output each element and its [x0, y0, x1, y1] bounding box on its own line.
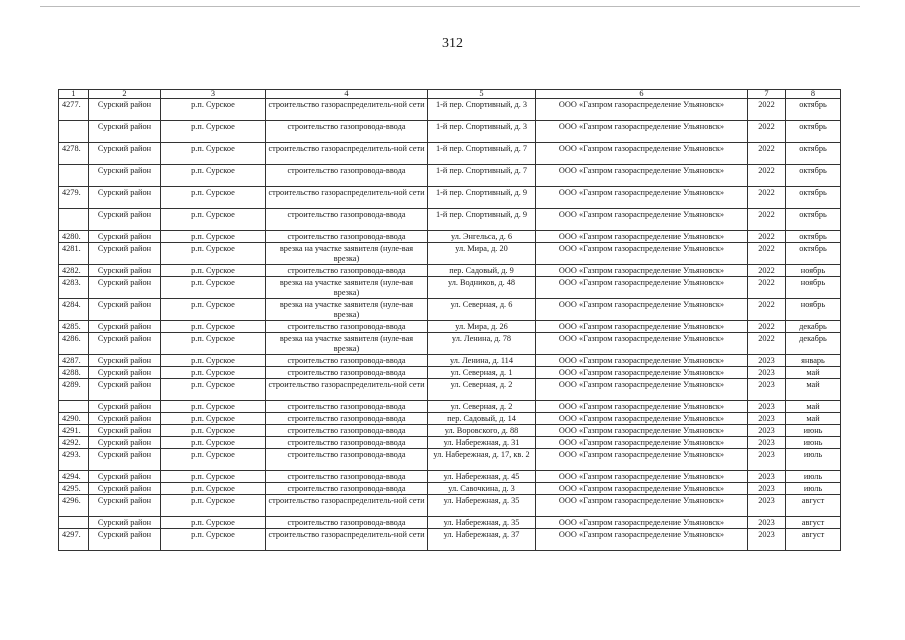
district-cell: Сурский район — [89, 243, 161, 265]
address-cell: ул. Северная, д. 2 — [428, 401, 536, 413]
row-number-cell: 4285. — [59, 321, 89, 333]
month-cell: май — [786, 401, 841, 413]
district-cell: Сурский район — [89, 471, 161, 483]
work-type-cell: строительство газопровода-ввода — [266, 517, 428, 529]
organization-cell: ООО «Газпром газораспределение Ульяновск» — [536, 495, 748, 517]
header-cell: 3 — [161, 90, 266, 99]
settlement-cell: р.п. Сурское — [161, 367, 266, 379]
row-number-cell: 4293. — [59, 449, 89, 471]
district-cell: Сурский район — [89, 529, 161, 551]
district-cell: Сурский район — [89, 379, 161, 401]
row-number-cell: 4297. — [59, 529, 89, 551]
table-row — [59, 355, 841, 367]
work-type-cell: строительство газопровода-ввода — [266, 413, 428, 425]
month-cell: октябрь — [786, 243, 841, 265]
organization-cell: ООО «Газпром газораспределение Ульяновск» — [536, 165, 748, 187]
scan-edge-top — [40, 6, 860, 7]
table-row — [59, 471, 841, 483]
row-number-cell: 4280. — [59, 231, 89, 243]
address-cell: ул. Савочкина, д. 3 — [428, 483, 536, 495]
year-cell: 2022 — [748, 143, 786, 165]
header-cell: 6 — [536, 90, 748, 99]
work-type-cell: врезка на участке заявителя (нуле-вая врезка) — [266, 243, 428, 265]
work-type-cell: строительство газопровода-ввода — [266, 231, 428, 243]
row-number-cell: 4290. — [59, 413, 89, 425]
year-cell: 2023 — [748, 355, 786, 367]
month-cell: июнь — [786, 425, 841, 437]
year-cell: 2022 — [748, 333, 786, 355]
year-cell: 2023 — [748, 425, 786, 437]
work-type-cell: строительство газораспределитель-ной сети — [266, 187, 428, 209]
month-cell: август — [786, 495, 841, 517]
row-number-cell: 4288. — [59, 367, 89, 379]
year-cell: 2022 — [748, 321, 786, 333]
month-cell: август — [786, 529, 841, 551]
organization-cell: ООО «Газпром газораспределение Ульяновск» — [536, 209, 748, 231]
header-row — [59, 90, 841, 99]
row-number-cell: 4292. — [59, 437, 89, 449]
address-cell: 1-й пер. Спортивный, д. 3 — [428, 121, 536, 143]
year-cell: 2023 — [748, 529, 786, 551]
settlement-cell: р.п. Сурское — [161, 265, 266, 277]
settlement-cell: р.п. Сурское — [161, 425, 266, 437]
work-type-cell: строительство газопровода-ввода — [266, 483, 428, 495]
organization-cell: ООО «Газпром газораспределение Ульяновск» — [536, 517, 748, 529]
work-type-cell: строительство газопровода-ввода — [266, 401, 428, 413]
settlement-cell: р.п. Сурское — [161, 401, 266, 413]
settlement-cell: р.п. Сурское — [161, 165, 266, 187]
year-cell: 2023 — [748, 449, 786, 471]
organization-cell: ООО «Газпром газораспределение Ульяновск» — [536, 231, 748, 243]
table-row — [59, 243, 841, 265]
year-cell: 2023 — [748, 517, 786, 529]
table-row — [59, 401, 841, 413]
month-cell: декабрь — [786, 333, 841, 355]
organization-cell: ООО «Газпром газораспределение Ульяновск» — [536, 299, 748, 321]
table-row — [59, 413, 841, 425]
table-row — [59, 449, 841, 471]
work-type-cell: строительство газораспределитель-ной сети — [266, 379, 428, 401]
address-cell: пер. Садовый, д. 14 — [428, 413, 536, 425]
table-row — [59, 143, 841, 165]
month-cell: январь — [786, 355, 841, 367]
district-cell: Сурский район — [89, 437, 161, 449]
address-cell: ул. Северная, д. 2 — [428, 379, 536, 401]
work-type-cell: строительство газопровода-ввода — [266, 449, 428, 471]
year-cell: 2022 — [748, 265, 786, 277]
row-number-cell: 4296. — [59, 495, 89, 517]
gas-works-table — [58, 89, 841, 551]
work-type-cell: врезка на участке заявителя (нуле-вая врезка) — [266, 277, 428, 299]
table-row — [59, 187, 841, 209]
year-cell: 2023 — [748, 379, 786, 401]
row-number-cell: 4295. — [59, 483, 89, 495]
settlement-cell: р.п. Сурское — [161, 277, 266, 299]
table-row — [59, 483, 841, 495]
settlement-cell: р.п. Сурское — [161, 379, 266, 401]
district-cell: Сурский район — [89, 517, 161, 529]
work-type-cell: строительство газораспределитель-ной сети — [266, 529, 428, 551]
settlement-cell: р.п. Сурское — [161, 529, 266, 551]
district-cell: Сурский район — [89, 333, 161, 355]
settlement-cell: р.п. Сурское — [161, 517, 266, 529]
district-cell: Сурский район — [89, 187, 161, 209]
settlement-cell: р.п. Сурское — [161, 413, 266, 425]
work-type-cell: строительство газопровода-ввода — [266, 265, 428, 277]
header-cell: 4 — [266, 90, 428, 99]
month-cell: май — [786, 367, 841, 379]
settlement-cell: р.п. Сурское — [161, 355, 266, 367]
district-cell: Сурский район — [89, 413, 161, 425]
work-type-cell: строительство газораспределитель-ной сети — [266, 495, 428, 517]
month-cell: ноябрь — [786, 265, 841, 277]
row-number-cell: 4294. — [59, 471, 89, 483]
work-type-cell: строительство газопровода-ввода — [266, 437, 428, 449]
address-cell: 1-й пер. Спортивный, д. 9 — [428, 209, 536, 231]
district-cell: Сурский район — [89, 265, 161, 277]
month-cell: май — [786, 413, 841, 425]
district-cell: Сурский район — [89, 449, 161, 471]
month-cell: октябрь — [786, 231, 841, 243]
table-row — [59, 367, 841, 379]
organization-cell: ООО «Газпром газораспределение Ульяновск» — [536, 471, 748, 483]
district-cell: Сурский район — [89, 355, 161, 367]
header-cell: 8 — [786, 90, 841, 99]
organization-cell: ООО «Газпром газораспределение Ульяновск» — [536, 355, 748, 367]
header-cell: 5 — [428, 90, 536, 99]
row-number-cell — [59, 165, 89, 187]
table-row — [59, 299, 841, 321]
year-cell: 2022 — [748, 99, 786, 121]
address-cell: 1-й пер. Спортивный, д. 7 — [428, 143, 536, 165]
month-cell: октябрь — [786, 121, 841, 143]
district-cell: Сурский район — [89, 209, 161, 231]
organization-cell: ООО «Газпром газораспределение Ульяновск» — [536, 321, 748, 333]
row-number-cell — [59, 401, 89, 413]
row-number-cell: 4283. — [59, 277, 89, 299]
table-row — [59, 517, 841, 529]
month-cell: август — [786, 517, 841, 529]
row-number-cell: 4278. — [59, 143, 89, 165]
organization-cell: ООО «Газпром газораспределение Ульяновск» — [536, 529, 748, 551]
organization-cell: ООО «Газпром газораспределение Ульяновск» — [536, 449, 748, 471]
year-cell: 2022 — [748, 121, 786, 143]
settlement-cell: р.п. Сурское — [161, 99, 266, 121]
row-number-cell — [59, 209, 89, 231]
organization-cell: ООО «Газпром газораспределение Ульяновск» — [536, 187, 748, 209]
work-type-cell: строительство газопровода-ввода — [266, 367, 428, 379]
work-type-cell: строительство газопровода-ввода — [266, 209, 428, 231]
month-cell: октябрь — [786, 209, 841, 231]
year-cell: 2023 — [748, 367, 786, 379]
organization-cell: ООО «Газпром газораспределение Ульяновск» — [536, 277, 748, 299]
district-cell: Сурский район — [89, 143, 161, 165]
year-cell: 2022 — [748, 165, 786, 187]
district-cell: Сурский район — [89, 121, 161, 143]
address-cell: 1-й пер. Спортивный, д. 9 — [428, 187, 536, 209]
month-cell: ноябрь — [786, 277, 841, 299]
header-cell: 1 — [59, 90, 89, 99]
row-number-cell: 4287. — [59, 355, 89, 367]
row-number-cell: 4282. — [59, 265, 89, 277]
district-cell: Сурский район — [89, 495, 161, 517]
work-type-cell: строительство газопровода-ввода — [266, 165, 428, 187]
address-cell: ул. Ленина, д. 78 — [428, 333, 536, 355]
address-cell: ул. Воровского, д. 88 — [428, 425, 536, 437]
settlement-cell: р.п. Сурское — [161, 483, 266, 495]
row-number-cell: 4284. — [59, 299, 89, 321]
month-cell: май — [786, 379, 841, 401]
year-cell: 2023 — [748, 437, 786, 449]
organization-cell: ООО «Газпром газораспределение Ульяновск» — [536, 379, 748, 401]
table-row — [59, 209, 841, 231]
page-number: 312 — [442, 36, 463, 51]
address-cell: ул. Ленина, д. 114 — [428, 355, 536, 367]
year-cell: 2022 — [748, 209, 786, 231]
table-row — [59, 165, 841, 187]
organization-cell: ООО «Газпром газораспределение Ульяновск» — [536, 413, 748, 425]
row-number-cell — [59, 517, 89, 529]
month-cell: июль — [786, 449, 841, 471]
row-number-cell: 4291. — [59, 425, 89, 437]
table-row — [59, 495, 841, 517]
header-cell: 2 — [89, 90, 161, 99]
month-cell: октябрь — [786, 143, 841, 165]
work-type-cell: строительство газопровода-ввода — [266, 471, 428, 483]
address-cell: ул. Мира, д. 20 — [428, 243, 536, 265]
settlement-cell: р.п. Сурское — [161, 437, 266, 449]
settlement-cell: р.п. Сурское — [161, 333, 266, 355]
district-cell: Сурский район — [89, 425, 161, 437]
settlement-cell: р.п. Сурское — [161, 143, 266, 165]
settlement-cell: р.п. Сурское — [161, 321, 266, 333]
settlement-cell: р.п. Сурское — [161, 471, 266, 483]
settlement-cell: р.п. Сурское — [161, 209, 266, 231]
table-row — [59, 379, 841, 401]
address-cell: пер. Садовый, д. 9 — [428, 265, 536, 277]
address-cell: ул. Северная, д. 6 — [428, 299, 536, 321]
district-cell: Сурский район — [89, 99, 161, 121]
address-cell: ул. Энгельса, д. 6 — [428, 231, 536, 243]
table-row — [59, 265, 841, 277]
row-number-cell: 4281. — [59, 243, 89, 265]
table-row — [59, 277, 841, 299]
address-cell: ул. Северная, д. 1 — [428, 367, 536, 379]
settlement-cell: р.п. Сурское — [161, 449, 266, 471]
year-cell: 2022 — [748, 231, 786, 243]
table-row — [59, 99, 841, 121]
table-row — [59, 121, 841, 143]
table-row — [59, 231, 841, 243]
row-number-cell: 4279. — [59, 187, 89, 209]
year-cell: 2022 — [748, 243, 786, 265]
organization-cell: ООО «Газпром газораспределение Ульяновск» — [536, 401, 748, 413]
district-cell: Сурский район — [89, 401, 161, 413]
address-cell: ул. Набережная, д. 17, кв. 2 — [428, 449, 536, 471]
organization-cell: ООО «Газпром газораспределение Ульяновск» — [536, 483, 748, 495]
settlement-cell: р.п. Сурское — [161, 243, 266, 265]
year-cell: 2023 — [748, 401, 786, 413]
organization-cell: ООО «Газпром газораспределение Ульяновск» — [536, 243, 748, 265]
month-cell: ноябрь — [786, 299, 841, 321]
district-cell: Сурский район — [89, 321, 161, 333]
year-cell: 2023 — [748, 413, 786, 425]
district-cell: Сурский район — [89, 277, 161, 299]
work-type-cell: строительство газораспределитель-ной сети — [266, 99, 428, 121]
month-cell: июль — [786, 483, 841, 495]
address-cell: ул. Набережная, д. 35 — [428, 495, 536, 517]
month-cell: октябрь — [786, 99, 841, 121]
year-cell: 2023 — [748, 471, 786, 483]
work-type-cell: строительство газораспределитель-ной сети — [266, 143, 428, 165]
address-cell: ул. Водников, д. 48 — [428, 277, 536, 299]
organization-cell: ООО «Газпром газораспределение Ульяновск» — [536, 99, 748, 121]
organization-cell: ООО «Газпром газораспределение Ульяновск» — [536, 265, 748, 277]
settlement-cell: р.п. Сурское — [161, 495, 266, 517]
month-cell: октябрь — [786, 187, 841, 209]
month-cell: июнь — [786, 437, 841, 449]
table-row — [59, 333, 841, 355]
address-cell: ул. Мира, д. 26 — [428, 321, 536, 333]
settlement-cell: р.п. Сурское — [161, 231, 266, 243]
organization-cell: ООО «Газпром газораспределение Ульяновск» — [536, 121, 748, 143]
year-cell: 2023 — [748, 495, 786, 517]
work-type-cell: строительство газопровода-ввода — [266, 321, 428, 333]
district-cell: Сурский район — [89, 231, 161, 243]
settlement-cell: р.п. Сурское — [161, 187, 266, 209]
settlement-cell: р.п. Сурское — [161, 299, 266, 321]
work-type-cell: строительство газопровода-ввода — [266, 121, 428, 143]
work-type-cell: врезка на участке заявителя (нуле-вая врезка) — [266, 333, 428, 355]
month-cell: декабрь — [786, 321, 841, 333]
district-cell: Сурский район — [89, 299, 161, 321]
district-cell: Сурский район — [89, 367, 161, 379]
work-type-cell: врезка на участке заявителя (нуле-вая врезка) — [266, 299, 428, 321]
organization-cell: ООО «Газпром газораспределение Ульяновск» — [536, 333, 748, 355]
organization-cell: ООО «Газпром газораспределение Ульяновск» — [536, 367, 748, 379]
table-row — [59, 425, 841, 437]
address-cell: 1-й пер. Спортивный, д. 3 — [428, 99, 536, 121]
address-cell: ул. Набережная, д. 45 — [428, 471, 536, 483]
work-type-cell: строительство газопровода-ввода — [266, 355, 428, 367]
year-cell: 2023 — [748, 483, 786, 495]
row-number-cell: 4277. — [59, 99, 89, 121]
settlement-cell: р.п. Сурское — [161, 121, 266, 143]
address-cell: 1-й пер. Спортивный, д. 7 — [428, 165, 536, 187]
address-cell: ул. Набережная, д. 31 — [428, 437, 536, 449]
month-cell: июль — [786, 471, 841, 483]
address-cell: ул. Набережная, д. 35 — [428, 517, 536, 529]
address-cell: ул. Набережная, д. 37 — [428, 529, 536, 551]
table-row — [59, 529, 841, 551]
table-row — [59, 321, 841, 333]
row-number-cell: 4286. — [59, 333, 89, 355]
organization-cell: ООО «Газпром газораспределение Ульяновск» — [536, 425, 748, 437]
district-cell: Сурский район — [89, 165, 161, 187]
year-cell: 2022 — [748, 299, 786, 321]
district-cell: Сурский район — [89, 483, 161, 495]
organization-cell: ООО «Газпром газораспределение Ульяновск» — [536, 437, 748, 449]
row-number-cell — [59, 121, 89, 143]
year-cell: 2022 — [748, 187, 786, 209]
work-type-cell: строительство газопровода-ввода — [266, 425, 428, 437]
table-row — [59, 437, 841, 449]
header-cell: 7 — [748, 90, 786, 99]
organization-cell: ООО «Газпром газораспределение Ульяновск» — [536, 143, 748, 165]
month-cell: октябрь — [786, 165, 841, 187]
year-cell: 2022 — [748, 277, 786, 299]
row-number-cell: 4289. — [59, 379, 89, 401]
